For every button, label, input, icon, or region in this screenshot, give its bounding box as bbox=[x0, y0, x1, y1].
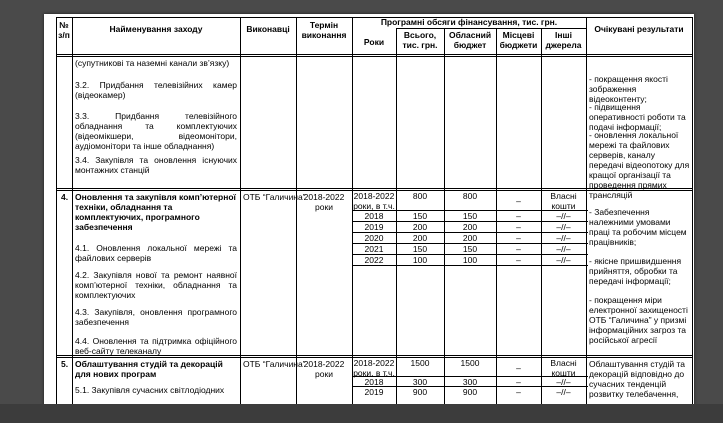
header-num: № з/п bbox=[58, 20, 70, 40]
funding-total: 900 bbox=[412, 387, 428, 397]
rule bbox=[541, 28, 542, 414]
rule bbox=[240, 17, 241, 414]
header-other: Інші джерела bbox=[545, 30, 582, 50]
funding-local: – bbox=[516, 387, 521, 397]
funding-total: 100 bbox=[412, 255, 428, 265]
rule bbox=[56, 17, 57, 414]
result-item: - покращення якості зображення відеоконтенту; bbox=[589, 74, 668, 104]
funding-regional: 900 bbox=[462, 387, 478, 397]
measure-line: 5.1. Закупівля сучасних світлодіодних bbox=[75, 385, 225, 395]
result-item: - підвищення оперативності роботи та подачі інформації; bbox=[589, 102, 686, 132]
term: 2018-2022 роки bbox=[303, 359, 345, 379]
header-total: Всього, тис. грн. bbox=[402, 30, 438, 50]
executor: ОТБ “Галичина” bbox=[243, 192, 306, 202]
header-name: Найменування заходу bbox=[109, 24, 203, 34]
funding-regional: 150 bbox=[462, 211, 478, 221]
row-number: 4. bbox=[61, 192, 69, 202]
result-item: - оновлення локальної мережі та файлових серверів, каналу передачі відеопотоку для кращої організації та проведення прямих трансляцій bbox=[589, 130, 690, 200]
funding-other: –//– bbox=[556, 377, 571, 387]
rule bbox=[56, 56, 692, 57]
funding-year: 2018 bbox=[364, 377, 384, 387]
row-number: 5. bbox=[61, 359, 69, 369]
funding-total: 300 bbox=[412, 377, 428, 387]
funding-total: 150 bbox=[412, 211, 428, 221]
header-local: Місцеві бюджети bbox=[499, 30, 538, 50]
rule bbox=[496, 28, 497, 414]
funding-local: – bbox=[516, 244, 521, 254]
result-item: - Забезпечення належними умовами праці та робочим місцем працівників; bbox=[589, 207, 687, 247]
funding-regional: 800 bbox=[462, 191, 478, 201]
funding-year: 2019 bbox=[364, 387, 384, 397]
funding-year: 2018-2022 роки, в т.ч. bbox=[353, 358, 395, 378]
bottom-bar bbox=[0, 404, 723, 423]
funding-year: 2018-2022 роки, в т.ч. bbox=[353, 191, 395, 211]
funding-local: – bbox=[516, 377, 521, 387]
header-funding-group: Програмні обсяги фінансування, тис. грн. bbox=[380, 17, 558, 27]
rule bbox=[396, 28, 397, 414]
funding-other: Власні кошти bbox=[550, 191, 577, 211]
document-page bbox=[44, 14, 694, 414]
executor: ОТБ “Галичина” bbox=[243, 359, 306, 369]
rule bbox=[72, 17, 73, 414]
header-regional: Обласний бюджет bbox=[448, 30, 492, 50]
rule bbox=[586, 17, 587, 414]
funding-total: 200 bbox=[412, 222, 428, 232]
rule bbox=[444, 28, 445, 414]
funding-local: – bbox=[516, 196, 521, 206]
rule bbox=[56, 54, 692, 55]
funding-other: –//– bbox=[556, 233, 571, 243]
measure-line: 3.4. Закупівля та оновлення існуючих монтажних станцій bbox=[75, 155, 237, 175]
funding-year: 2020 bbox=[364, 233, 384, 243]
header-executors: Виконавці bbox=[246, 24, 290, 34]
funding-regional: 150 bbox=[462, 244, 478, 254]
measure-line: 4.1. Оновлення локальної мережі та файлових серверів bbox=[75, 243, 237, 263]
funding-year: 2018 bbox=[364, 211, 384, 221]
funding-year: 2019 bbox=[364, 222, 384, 232]
measure-line: (супутникові та наземні канали зв’язку) bbox=[75, 58, 230, 68]
measure-line: 4.3. Закупівля, оновлення програмного забезпечення bbox=[75, 307, 237, 327]
funding-other: –//– bbox=[556, 255, 571, 265]
funding-total: 1500 bbox=[410, 358, 430, 368]
funding-total: 800 bbox=[412, 191, 428, 201]
funding-year: 2022 bbox=[364, 255, 384, 265]
funding-total: 150 bbox=[412, 244, 428, 254]
funding-local: – bbox=[516, 363, 521, 373]
rule bbox=[352, 265, 588, 266]
rule bbox=[692, 17, 693, 414]
funding-other: –//– bbox=[556, 222, 571, 232]
measure-title: Оновлення та закупівля комп’ютерної техніки, обладнання та комплектуючих, програмного забезпечення bbox=[75, 192, 236, 232]
funding-regional: 1500 bbox=[460, 358, 480, 368]
measure-line: 4.2. Закупівля нової та ремонт наявної комп’ютерної техніки, обладнання та комплектуючих bbox=[75, 270, 237, 300]
result-item: Облаштування студій та декорацій відповідно до сучасних тенденцій розвитку телебачення, bbox=[589, 359, 686, 399]
measure-line: 3.2. Придбання телевізійних камер (відеокамер) bbox=[75, 80, 237, 100]
funding-other: –//– bbox=[556, 211, 571, 221]
funding-other: Власні кошти bbox=[550, 358, 577, 378]
rule bbox=[396, 28, 586, 29]
funding-local: – bbox=[516, 222, 521, 232]
term: 2018-2022 роки bbox=[303, 192, 345, 212]
funding-regional: 200 bbox=[462, 233, 478, 243]
funding-local: – bbox=[516, 255, 521, 265]
header-years: Роки bbox=[363, 37, 385, 47]
header-results: Очікувані результати bbox=[594, 24, 684, 34]
funding-total: 200 bbox=[412, 233, 428, 243]
funding-regional: 200 bbox=[462, 222, 478, 232]
funding-local: – bbox=[516, 233, 521, 243]
funding-regional: 100 bbox=[462, 255, 478, 265]
result-item: - якісне пришвидшення прийняття, обробки та передачі інформації; bbox=[589, 256, 682, 286]
funding-regional: 300 bbox=[462, 377, 478, 387]
rule bbox=[296, 17, 297, 414]
result-item: - покращення міри електронної захищеності ОТБ “Галичина” у призмі інформаційних загроз та російської агресії bbox=[589, 295, 688, 345]
funding-other: –//– bbox=[556, 387, 571, 397]
header-term: Термін виконання bbox=[301, 20, 347, 40]
funding-other: –//– bbox=[556, 244, 571, 254]
funding-year: 2021 bbox=[364, 244, 384, 254]
measure-title: Облаштування студій та декорацій для нових програм bbox=[75, 359, 223, 379]
measure-line: 4.4. Оновлення та підтримка офіційного веб-сайту телеканалу bbox=[75, 336, 237, 356]
measure-line: 3.3. Придбання телевізійного обладнання та комплектуючих (відеомікшери, відеомонітори, аудіомонітори та інше обладнання) bbox=[75, 111, 237, 151]
funding-local: – bbox=[516, 211, 521, 221]
